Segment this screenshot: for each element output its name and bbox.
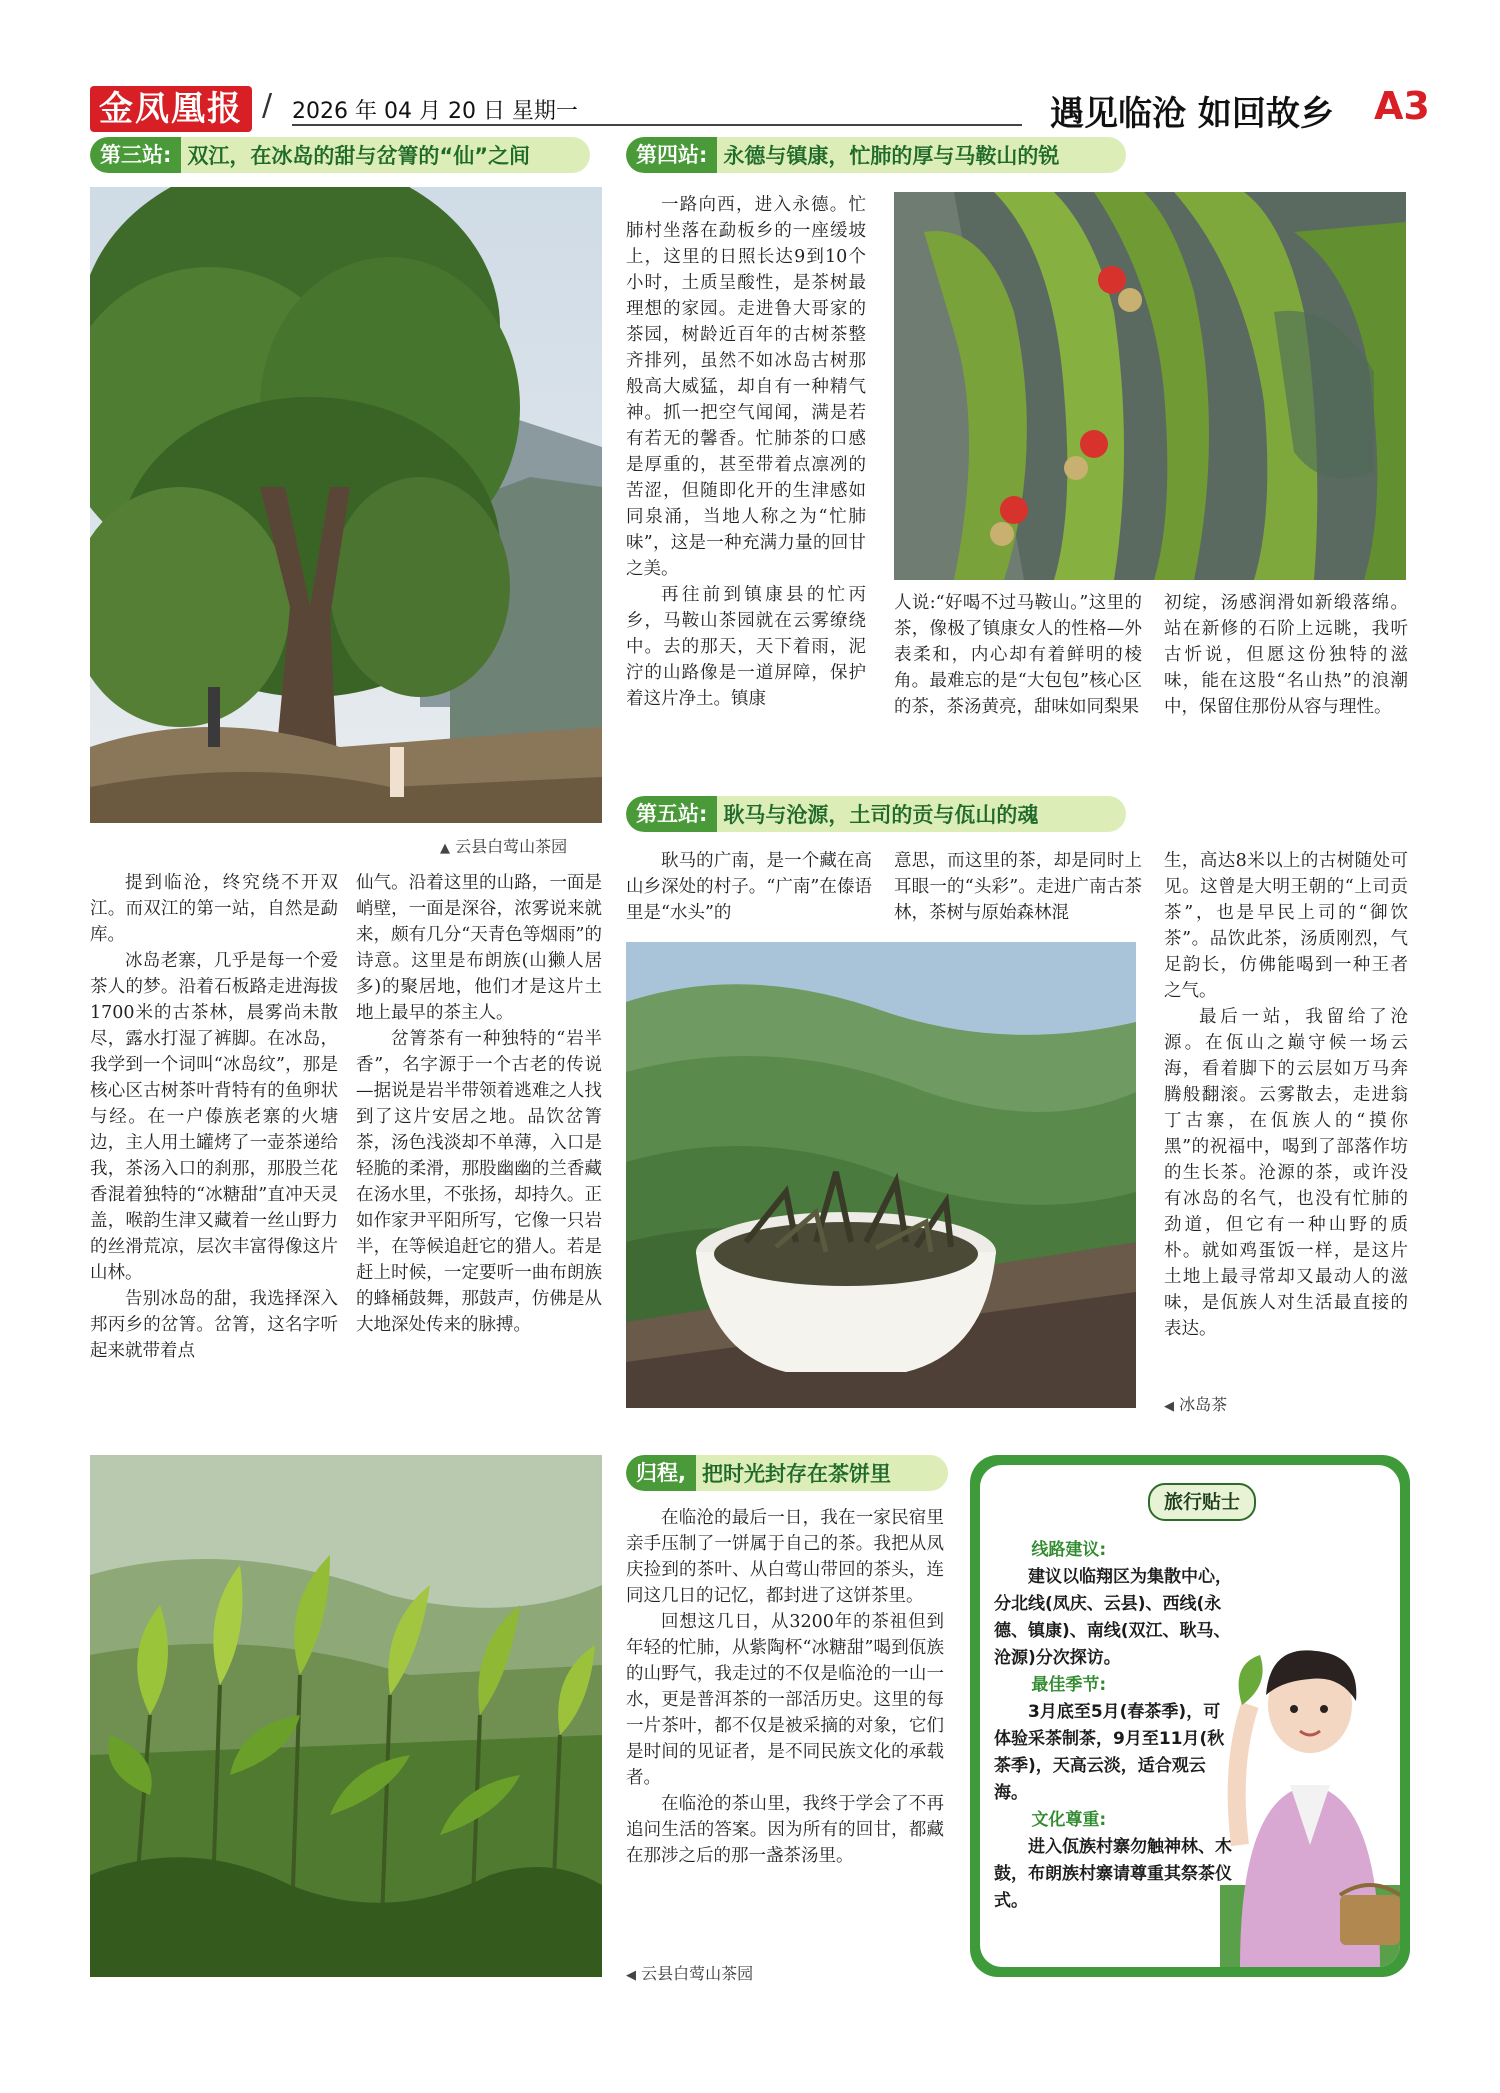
section-6-column — [626, 1505, 944, 1869]
tea-cup-photo — [626, 942, 1136, 1408]
tea-pickers-photo — [894, 192, 1406, 580]
travel-tips-panel — [980, 1465, 1400, 1967]
page-number: A3 — [1374, 84, 1430, 128]
tree-caption-text: 云县白莺山茶园 — [455, 837, 568, 856]
section-5-tag — [626, 796, 1126, 832]
travel-tips-box — [970, 1455, 1410, 1977]
caption-triangle-icon: ◀ — [1164, 1399, 1174, 1414]
section-6-label: 归程, — [626, 1455, 696, 1491]
section-4-column-1 — [626, 192, 866, 712]
route-label: 线路建议: — [1031, 1540, 1107, 1560]
section-4-label: 第四站: — [626, 137, 717, 173]
paragraph: 一路向西，进入永德。忙肺村坐落在勐板乡的一座缓坡上，这里的日照长达9到10个小时，土质呈酸性，是茶树最理想的家园。走进鲁大哥家的茶园，树龄近百年的古树茶整齐排列，虽然不如冰岛古树那般高大威猛，却自有一种精气神。抓一把空气闻闻，满是若有若无的馨香。忙肺茶的口感是厚重的，甚至带着点凛冽的苦涩，但随即化开的生津感如同泉涌，当地人称之为“忙肺味”，这是一种充满力量的回甘之美。 — [626, 195, 866, 579]
paragraph: 再往前到镇康县的忙丙乡，马鞍山茶园就在云雾缭绕中。去的那天，天下着雨，泥泞的山路像是一道屏障，保护着这片净土。镇康 — [626, 585, 866, 709]
paragraph: 提到临沧，终究绕不开双江。而双江的第一站，自然是勐库。 — [90, 873, 338, 945]
paragraph: 告别冰岛的甜，我选择深入邦丙乡的岔箐。岔箐，这名字听起来就带着点 — [90, 1289, 338, 1361]
paragraph: 耿马的广南，是一个藏在高山乡深处的村子。“广南”在傣语里是“水头”的 — [626, 851, 872, 923]
paragraph: 意思，而这里的茶，却是同时上耳眼一的“头彩”。走进广南古茶林，茶树与原始森林混 — [894, 851, 1142, 923]
tree-caption — [440, 834, 567, 857]
section-5-label: 第五站: — [626, 796, 717, 832]
section-4-column-2 — [894, 590, 1142, 720]
section-3-column-1 — [90, 870, 338, 1364]
header-slash: / — [262, 88, 273, 123]
cup-caption — [1164, 1392, 1227, 1415]
section-4-tag — [626, 137, 1126, 173]
section-3-column-2 — [356, 870, 602, 1338]
paragraph: 最后一站，我留给了沧源。在佤山之巅守候一场云海，看着脚下的云层如万马奔腾般翻滚。云雾散去，走进翁丁古寨，在佤族人的“摸你黑”的祝福中，喝到了部落作坊的生长茶。沧源的茶，或许没有冰岛的名气，也没有忙肺的劲道，但它有一种山野的质朴。就如鸡蛋饭一样，是这片土地上最寻常却又最动人的滋味，是佤族人对生活最直接的表达。 — [1164, 1007, 1408, 1339]
culture-label: 文化尊重: — [1031, 1810, 1107, 1830]
section-5-column-2 — [894, 848, 1142, 926]
section-3-title: 双江，在冰岛的甜与岔箐的“仙”之间 — [187, 144, 531, 168]
paragraph: 岔箐茶有一种独特的“岩半香”，名字源于一个古老的传说—据说是岩半带领着逃难之人找到了这片安居之地。品饮岔箐茶，汤色浅淡却不单薄，入口是轻脆的柔滑，那股幽幽的兰香藏在汤水里，不张扬，却持久。正如作家尹平阳所写，它像一只岩半，在等候追赶它的猎人。若是赶上时候，一定要听一曲布朗族的蜂桶鼓舞，那鼓声，仿佛是从大地深处传来的脉搏。 — [356, 1029, 602, 1335]
section-4-title: 永德与镇康，忙肺的厚与马鞍山的锐 — [723, 144, 1060, 168]
issue-date: 2026 年 04 月 20 日 星期一 — [292, 99, 578, 124]
travel-tips-text — [994, 1537, 1234, 1915]
section-6-title: 把时光封存在茶饼里 — [701, 1462, 891, 1486]
paragraph: 回想这几日，从3200年的茶祖但到年轻的忙肺，从紫陶杯“冰糖甜”喝到佤族的山野气，我走过的不仅是临沧的一山一水，更是普洱茶的一部活历史。这里的每一片茶叶，都不仅是被采摘的对象，它们是时间的见证者，是不同民族文化的承载者。 — [626, 1612, 944, 1788]
paragraph: 生，高达8米以上的古树随处可见。这曾是大明王朝的“上司贡茶”，也是早民上司的“御饮茶”。品饮此茶，汤质刚烈，气足韵长，仿佛能喝到一种王者之气。 — [1164, 851, 1408, 1001]
section-4-column-3 — [1164, 590, 1408, 720]
route-text: 建议以临翔区为集散中心，分北线(凤庆、云县)、西线(永德、镇康)、南线(双江、耿马、沧源)分次探访。 — [994, 1567, 1232, 1668]
tea-tree-photo — [90, 187, 602, 823]
caption-triangle-icon: ▲ — [440, 841, 450, 856]
leaves-caption-text: 云县白莺山茶园 — [641, 1964, 754, 1983]
paragraph: 冰岛老寨，几乎是每一个爱茶人的梦。沿着石板路走进海拔1700米的古茶林，晨雾尚未散尽，露水打湿了裤脚。在冰岛，我学到一个词叫“冰岛纹”，那是核心区古树茶叶背特有的鱼卵状与经。在一户傣族老寨的火塘边，主人用土罐烤了一壶茶递给我，茶汤入口的刹那，那股兰花香混着独特的“冰糖甜”直冲天灵盖，喉韵生津又藏着一丝山野力的丝滑荒凉，层次丰富得像这片山林。 — [90, 951, 338, 1283]
culture-text: 进入佤族村寨勿触神林、木鼓，布朗族村寨请尊重其祭茶仪式。 — [994, 1837, 1232, 1911]
header-rule — [292, 124, 1022, 126]
paragraph: 在临沧的茶山里，我终于学会了不再追问生活的答案。因为所有的回甘，都藏在那涉之后的那一盏茶汤里。 — [626, 1794, 944, 1866]
section-5-column-1 — [626, 848, 872, 926]
section-3-tag — [90, 137, 590, 173]
tea-picker-illustration — [1220, 1645, 1400, 1967]
season-label: 最佳季节: — [1031, 1675, 1107, 1695]
section-3-label: 第三站: — [90, 137, 181, 173]
cup-caption-text: 冰岛茶 — [1179, 1395, 1228, 1414]
caption-triangle-icon: ◀ — [626, 1968, 636, 1983]
paragraph: 人说:“好喝不过马鞍山。”这里的茶，像极了镇康女人的性格—外表柔和，内心却有着鲜明的棱角。最难忘的是“大包包”核心区的茶，茶汤黄亮，甜味如同梨果 — [894, 593, 1142, 717]
season-text: 3月底至5月(春茶季)，可体验采茶制茶，9月至11月(秋茶季)，天高云淡，适合观云海。 — [994, 1702, 1225, 1803]
section-5-column-3 — [1164, 848, 1408, 1342]
paragraph: 初绽，汤感润滑如新缎落绵。站在新修的石阶上远眺，我听古忻说，但愿这份独特的滋味，能在这股“名山热”的浪潮中，保留住那份从容与理性。 — [1164, 593, 1408, 717]
paragraph: 在临沧的最后一日，我在一家民宿里亲手压制了一饼属于自己的茶。我把从凤庆捡到的茶叶、从白莺山带回的茶头，连同这几日的记忆，都封进了这饼茶里。 — [626, 1508, 944, 1606]
paragraph: 仙气。沿着这里的山路，一面是峭壁，一面是深谷，浓雾说来就来，颇有几分“天青色等烟雨”的诗意。这里是布朗族(山獭人居多)的聚居地，他们才是这片土地上最早的茶主人。 — [356, 873, 602, 1023]
page-headline: 遇见临沧 如回故乡 — [1050, 94, 1334, 134]
travel-tips-title: 旅行贴士 — [1148, 1483, 1256, 1521]
leaves-caption — [626, 1961, 753, 1984]
masthead-logo: 金凤凰报 — [90, 86, 252, 132]
section-6-tag — [626, 1455, 948, 1491]
section-5-title: 耿马与沧源，土司的贡与佤山的魂 — [723, 803, 1039, 827]
tea-leaves-photo — [90, 1455, 602, 1977]
